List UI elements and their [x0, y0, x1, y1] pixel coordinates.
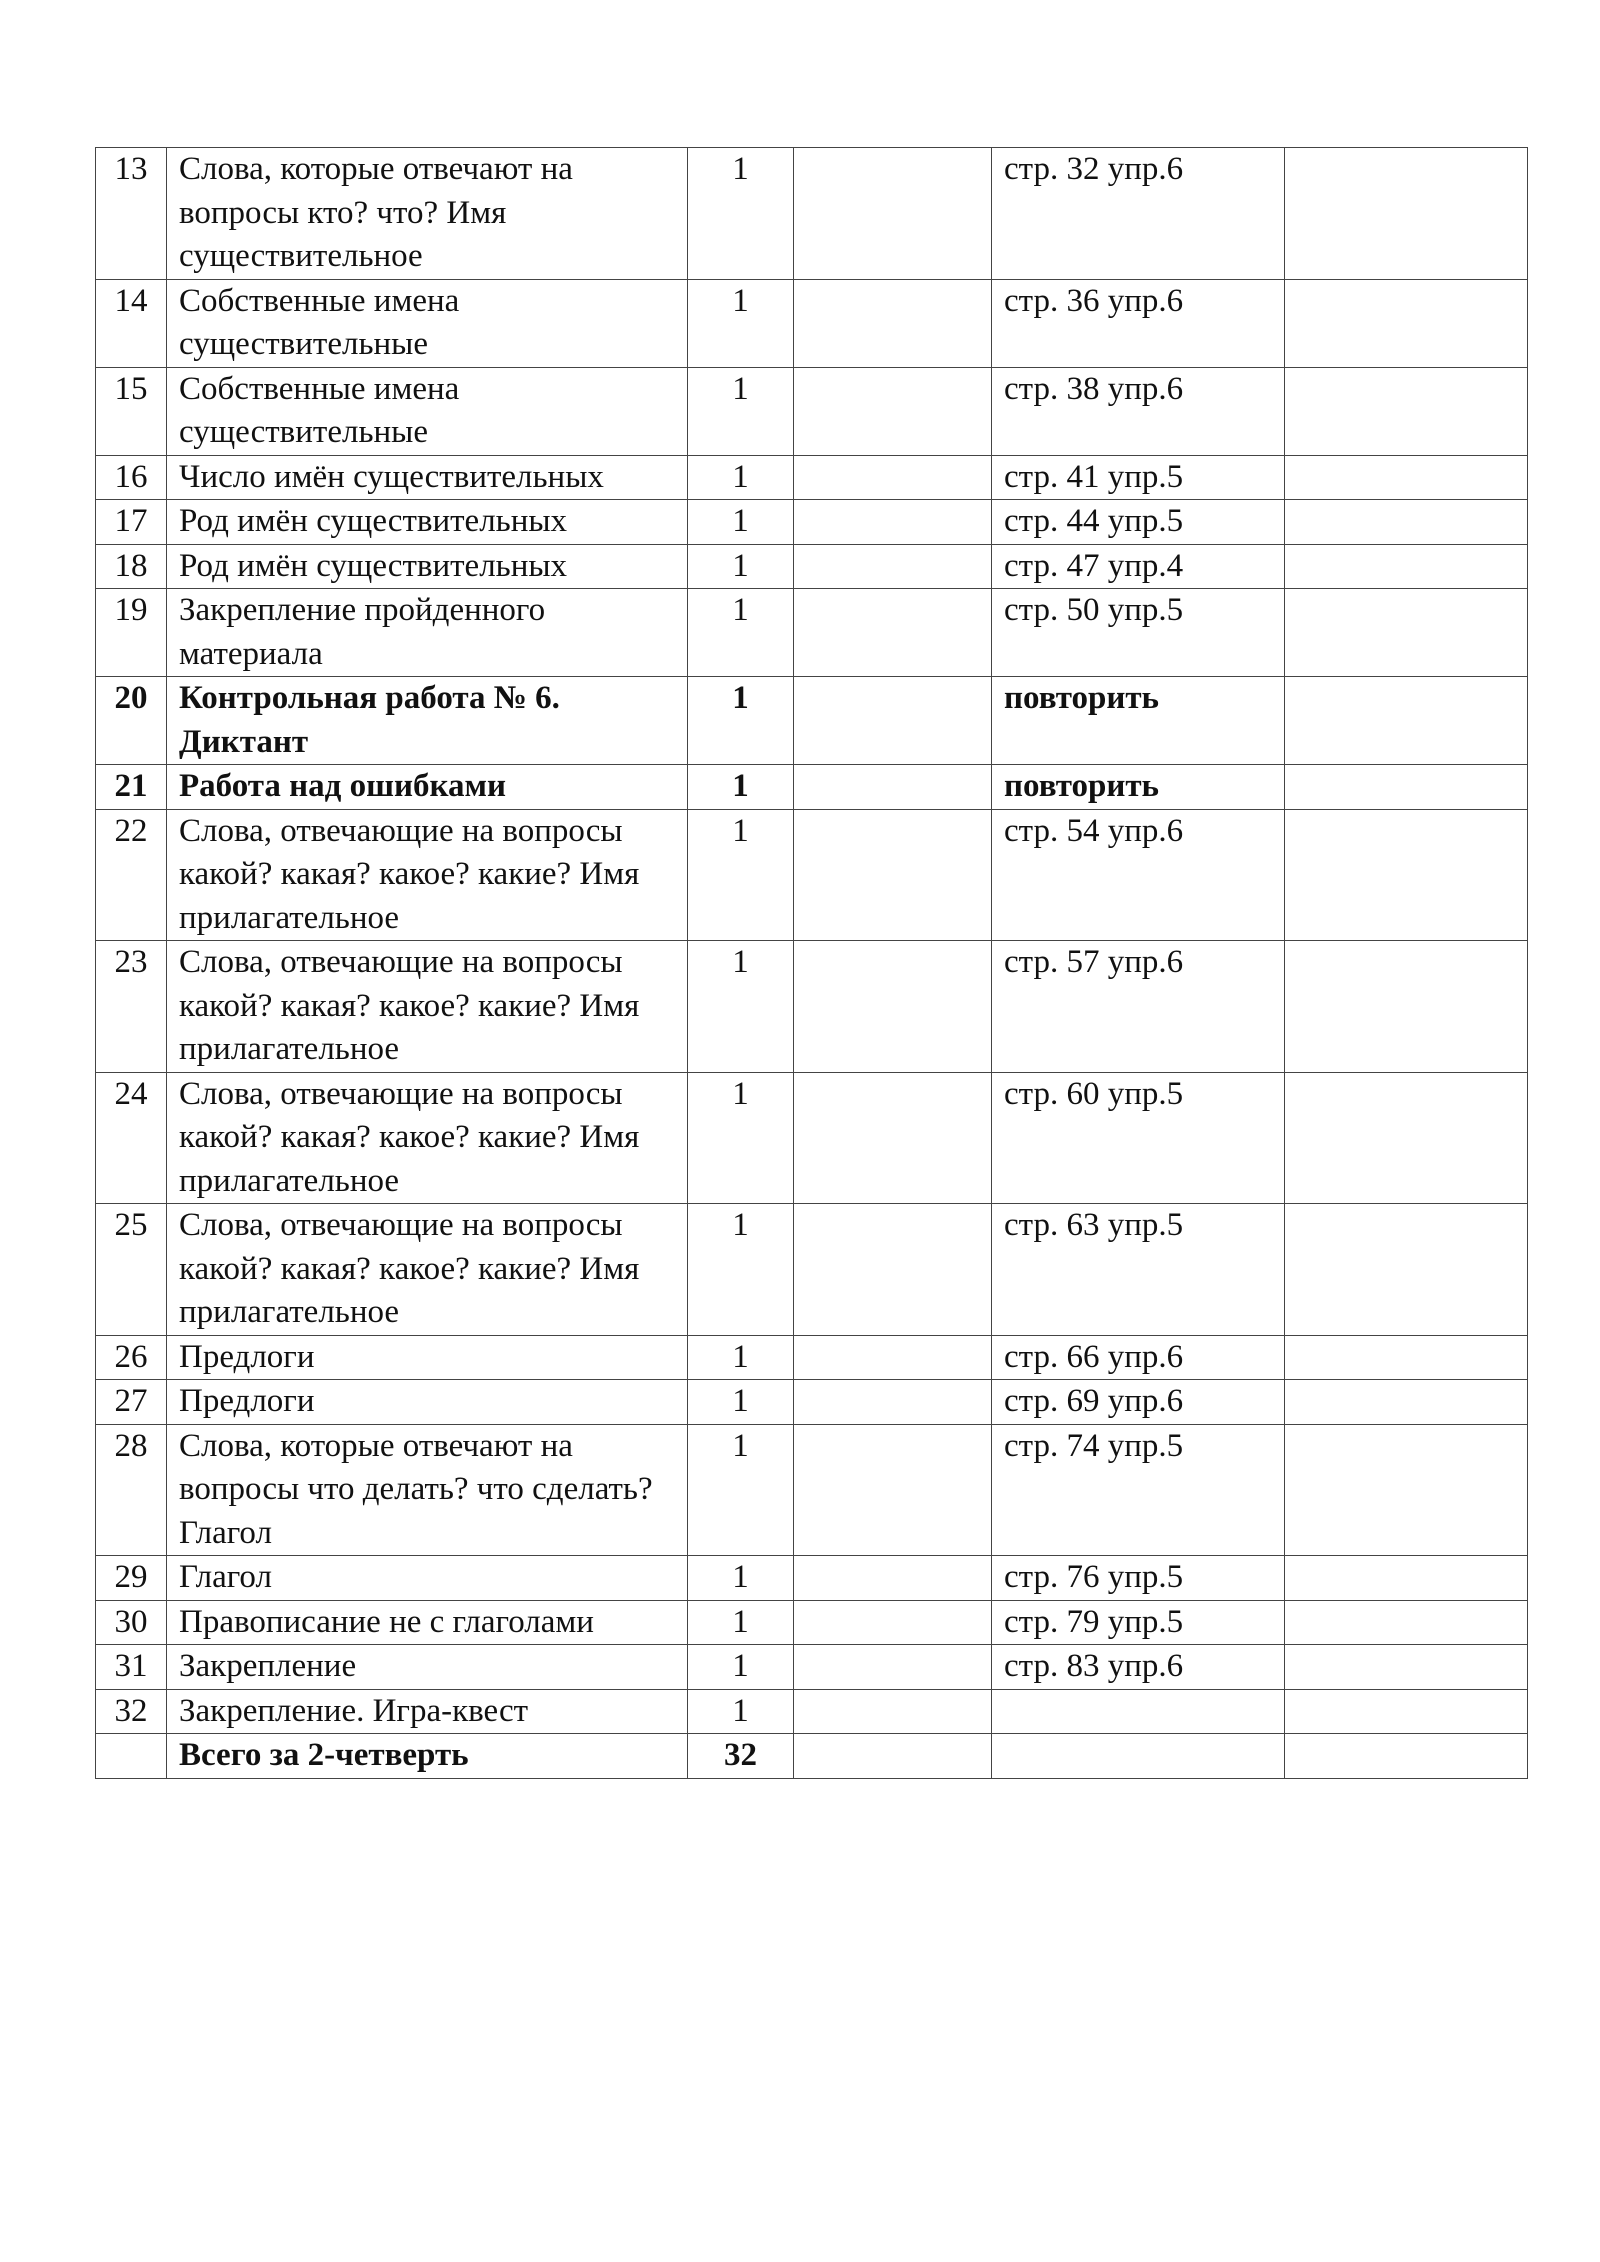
lesson-note-cell	[1285, 367, 1528, 455]
table-row	[96, 941, 1528, 1073]
lesson-hours-cell: 1	[688, 367, 794, 455]
lesson-topic-cell: Слова, отвечающие на вопросы какой? какая? какое? какие? Имя прилагательное	[167, 941, 688, 1073]
lesson-hours-cell: 1	[688, 941, 794, 1073]
lesson-topic-cell: Род имён существительных	[167, 500, 688, 545]
lesson-homework-cell: стр. 83 упр.6	[992, 1645, 1285, 1690]
lesson-hours-cell: 1	[688, 809, 794, 941]
lesson-hours-cell: 1	[688, 1424, 794, 1556]
lesson-topic-cell: Число имён существительных	[167, 455, 688, 500]
lesson-topic-cell: Закрепление	[167, 1645, 688, 1690]
lesson-homework-cell: стр. 69 упр.6	[992, 1380, 1285, 1425]
lesson-number-cell: 32	[96, 1689, 167, 1734]
lesson-note-cell	[1285, 148, 1528, 280]
lesson-date-cell	[794, 1072, 992, 1204]
lesson-note-cell	[1285, 1072, 1528, 1204]
lesson-date-cell	[794, 1380, 992, 1425]
lesson-date-cell	[794, 765, 992, 810]
lesson-note-cell	[1285, 455, 1528, 500]
lesson-hours-cell: 1	[688, 589, 794, 677]
lesson-note-cell	[1285, 1689, 1528, 1734]
table-row	[96, 544, 1528, 589]
lesson-number-cell: 13	[96, 148, 167, 280]
lesson-hours-cell: 1	[688, 1600, 794, 1645]
lesson-number-cell: 17	[96, 500, 167, 545]
lesson-homework-cell: стр. 66 упр.6	[992, 1335, 1285, 1380]
lesson-note-cell	[1285, 279, 1528, 367]
total-hours-cell: 32	[688, 1734, 794, 1779]
lesson-number-cell: 23	[96, 941, 167, 1073]
lesson-date-cell	[794, 279, 992, 367]
total-number-cell	[96, 1734, 167, 1779]
lesson-homework-cell	[992, 1689, 1285, 1734]
lesson-note-cell	[1285, 941, 1528, 1073]
lesson-date-cell	[794, 1335, 992, 1380]
table-row	[96, 1424, 1528, 1556]
lesson-homework-cell: стр. 41 упр.5	[992, 455, 1285, 500]
lesson-topic-cell: Контрольная работа № 6. Диктант	[167, 677, 688, 765]
lesson-date-cell	[794, 941, 992, 1073]
lesson-hours-cell: 1	[688, 544, 794, 589]
lesson-hours-cell: 1	[688, 279, 794, 367]
lesson-date-cell	[794, 1600, 992, 1645]
table-row	[96, 765, 1528, 810]
lesson-number-cell: 26	[96, 1335, 167, 1380]
lesson-date-cell	[794, 367, 992, 455]
lesson-homework-cell: повторить	[992, 765, 1285, 810]
lesson-homework-cell: стр. 38 упр.6	[992, 367, 1285, 455]
lesson-number-cell: 19	[96, 589, 167, 677]
lesson-homework-cell: стр. 50 упр.5	[992, 589, 1285, 677]
lesson-date-cell	[794, 455, 992, 500]
lesson-number-cell: 24	[96, 1072, 167, 1204]
lesson-note-cell	[1285, 544, 1528, 589]
lesson-homework-cell: стр. 36 упр.6	[992, 279, 1285, 367]
lesson-topic-cell: Предлоги	[167, 1335, 688, 1380]
lesson-topic-cell: Работа над ошибками	[167, 765, 688, 810]
lesson-date-cell	[794, 1645, 992, 1690]
lesson-date-cell	[794, 1689, 992, 1734]
lesson-date-cell	[794, 1424, 992, 1556]
lesson-note-cell	[1285, 1645, 1528, 1690]
total-label-cell: Всего за 2-четверть	[167, 1734, 688, 1779]
table-row	[96, 1556, 1528, 1601]
lesson-number-cell: 20	[96, 677, 167, 765]
lesson-homework-cell: стр. 60 упр.5	[992, 1072, 1285, 1204]
lesson-date-cell	[794, 1204, 992, 1336]
lesson-note-cell	[1285, 589, 1528, 677]
lesson-number-cell: 30	[96, 1600, 167, 1645]
lesson-note-cell	[1285, 1204, 1528, 1336]
lesson-hours-cell: 1	[688, 765, 794, 810]
lesson-number-cell: 18	[96, 544, 167, 589]
lesson-number-cell: 29	[96, 1556, 167, 1601]
lesson-topic-cell: Слова, которые отвечают на вопросы что делать? что сделать? Глагол	[167, 1424, 688, 1556]
lesson-homework-cell: стр. 57 упр.6	[992, 941, 1285, 1073]
lesson-note-cell	[1285, 1335, 1528, 1380]
total-date-cell	[794, 1734, 992, 1779]
lesson-number-cell: 25	[96, 1204, 167, 1336]
lesson-hours-cell: 1	[688, 500, 794, 545]
lesson-homework-cell: стр. 79 упр.5	[992, 1600, 1285, 1645]
lesson-topic-cell: Собственные имена существительные	[167, 279, 688, 367]
table-row	[96, 279, 1528, 367]
lesson-topic-cell: Закрепление пройденного материала	[167, 589, 688, 677]
table-row	[96, 1380, 1528, 1425]
lesson-note-cell	[1285, 765, 1528, 810]
lesson-hours-cell: 1	[688, 1645, 794, 1690]
table-row	[96, 367, 1528, 455]
table-row	[96, 1072, 1528, 1204]
lesson-number-cell: 16	[96, 455, 167, 500]
lesson-number-cell: 27	[96, 1380, 167, 1425]
lesson-hours-cell: 1	[688, 1072, 794, 1204]
lesson-date-cell	[794, 500, 992, 545]
lesson-hours-cell: 1	[688, 1689, 794, 1734]
lesson-topic-cell: Род имён существительных	[167, 544, 688, 589]
lesson-plan-table	[95, 147, 1528, 1779]
lesson-date-cell	[794, 544, 992, 589]
table-row	[96, 500, 1528, 545]
lesson-note-cell	[1285, 1556, 1528, 1601]
lesson-topic-cell: Слова, отвечающие на вопросы какой? какая? какое? какие? Имя прилагательное	[167, 1204, 688, 1336]
table-row	[96, 809, 1528, 941]
lesson-note-cell	[1285, 1380, 1528, 1425]
lesson-homework-cell: стр. 32 упр.6	[992, 148, 1285, 280]
table-row	[96, 148, 1528, 280]
lesson-date-cell	[794, 1556, 992, 1601]
total-row	[96, 1734, 1528, 1779]
lesson-topic-cell: Глагол	[167, 1556, 688, 1601]
lesson-homework-cell: стр. 47 упр.4	[992, 544, 1285, 589]
table-row	[96, 1689, 1528, 1734]
lesson-hours-cell: 1	[688, 148, 794, 280]
lesson-note-cell	[1285, 1600, 1528, 1645]
table-row	[96, 589, 1528, 677]
lesson-topic-cell: Слова, отвечающие на вопросы какой? какая? какое? какие? Имя прилагательное	[167, 809, 688, 941]
lesson-note-cell	[1285, 500, 1528, 545]
lesson-number-cell: 21	[96, 765, 167, 810]
lesson-date-cell	[794, 589, 992, 677]
lesson-homework-cell: повторить	[992, 677, 1285, 765]
lesson-homework-cell: стр. 44 упр.5	[992, 500, 1285, 545]
lesson-homework-cell: стр. 63 упр.5	[992, 1204, 1285, 1336]
lesson-plan-body	[96, 148, 1528, 1779]
table-row	[96, 1204, 1528, 1336]
total-homework-cell	[992, 1734, 1285, 1779]
table-row	[96, 455, 1528, 500]
lesson-hours-cell: 1	[688, 1556, 794, 1601]
lesson-topic-cell: Предлоги	[167, 1380, 688, 1425]
lesson-topic-cell: Слова, которые отвечают на вопросы кто? что? Имя существительное	[167, 148, 688, 280]
lesson-topic-cell: Закрепление. Игра-квест	[167, 1689, 688, 1734]
lesson-hours-cell: 1	[688, 1204, 794, 1336]
lesson-number-cell: 22	[96, 809, 167, 941]
lesson-number-cell: 31	[96, 1645, 167, 1690]
lesson-homework-cell: стр. 74 упр.5	[992, 1424, 1285, 1556]
total-note-cell	[1285, 1734, 1528, 1779]
lesson-topic-cell: Собственные имена существительные	[167, 367, 688, 455]
lesson-hours-cell: 1	[688, 1335, 794, 1380]
lesson-date-cell	[794, 677, 992, 765]
table-row	[96, 1600, 1528, 1645]
lesson-number-cell: 15	[96, 367, 167, 455]
lesson-note-cell	[1285, 677, 1528, 765]
table-row	[96, 1645, 1528, 1690]
lesson-homework-cell: стр. 76 упр.5	[992, 1556, 1285, 1601]
lesson-hours-cell: 1	[688, 1380, 794, 1425]
lesson-date-cell	[794, 809, 992, 941]
lesson-topic-cell: Слова, отвечающие на вопросы какой? какая? какое? какие? Имя прилагательное	[167, 1072, 688, 1204]
table-row	[96, 677, 1528, 765]
table-row	[96, 1335, 1528, 1380]
lesson-note-cell	[1285, 1424, 1528, 1556]
lesson-homework-cell: стр. 54 упр.6	[992, 809, 1285, 941]
lesson-hours-cell: 1	[688, 677, 794, 765]
lesson-hours-cell: 1	[688, 455, 794, 500]
lesson-topic-cell: Правописание не с глаголами	[167, 1600, 688, 1645]
lesson-date-cell	[794, 148, 992, 280]
lesson-note-cell	[1285, 809, 1528, 941]
lesson-number-cell: 14	[96, 279, 167, 367]
lesson-number-cell: 28	[96, 1424, 167, 1556]
